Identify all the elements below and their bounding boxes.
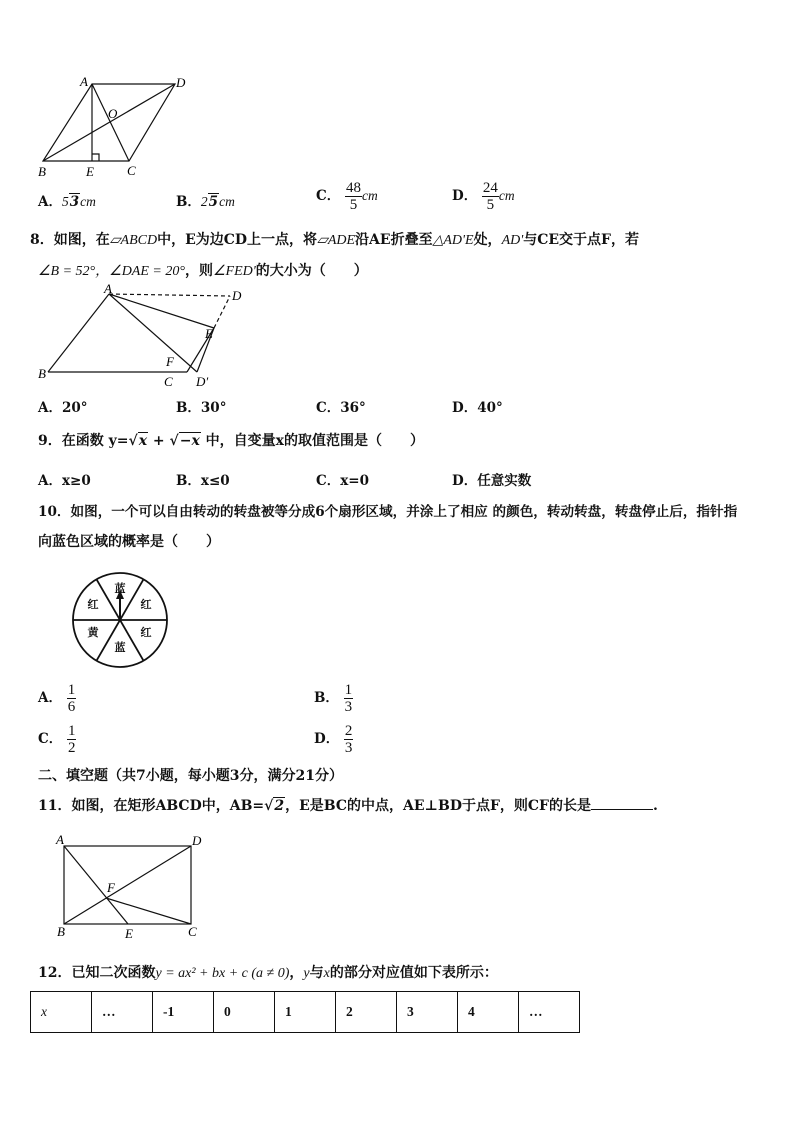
q8-option-b[interactable]: B．30°: [176, 400, 227, 416]
table-cell: 4: [458, 992, 519, 1033]
fig7-label-D: D: [176, 75, 186, 90]
q7-option-a[interactable]: A．53cm: [38, 194, 96, 210]
fig11-label-E: E: [125, 926, 133, 941]
q9-stem: 9．在函数 y=√x + √−x 中，自变量x的取值范围是（ ）: [38, 433, 425, 449]
q8-stem-line1: 8．如图，在▱ABCD中，E为边CD上一点，将▱ADE沿AE折叠至△AD'E处，AD'与CE交于点F，若: [30, 232, 639, 248]
table-cell: 0: [214, 992, 275, 1033]
fig8-label-D: D: [232, 288, 242, 303]
sector-top-label: 蓝: [114, 582, 126, 595]
q8-option-d[interactable]: D．40°: [452, 400, 503, 416]
q10-b-fraction: $\frac{1}{3}$: [344, 682, 353, 715]
fig11-label-A: A: [56, 832, 64, 847]
q10-d-fraction: $\frac{2}{3}$: [344, 723, 353, 756]
fig7-label-C: C: [127, 163, 136, 178]
q10-a-fraction: $\frac{1}{6}$: [67, 682, 76, 715]
q12-value-table: [30, 991, 580, 1033]
sector-top-left-label: 红: [87, 598, 99, 611]
q9-option-c[interactable]: C．x=0: [316, 473, 369, 489]
q9-option-b[interactable]: B．x≤0: [176, 473, 230, 489]
q11-stem: 11．如图，在矩形ABCD中，AB=√2，E是BC的中点，AE⊥BD于点F，则CF的长是 .: [38, 798, 658, 814]
section-heading-fill-in: 二、填空题（共7小题，每小题3分，满分21分）: [38, 768, 343, 784]
table-cell: 1: [275, 992, 336, 1033]
fig11-label-D: D: [192, 833, 202, 848]
table-cell: 3: [397, 992, 458, 1033]
sector-bottom-label: 蓝: [114, 641, 126, 654]
q10-c-fraction: $\frac{1}{2}$: [67, 723, 76, 756]
q8-parallelogram-figure: [34, 280, 264, 390]
fig8-label-A: A: [104, 281, 112, 296]
q10-option-d[interactable]: D． $\frac{2}{3}$: [314, 723, 353, 756]
q8-option-c[interactable]: C．36°: [316, 400, 366, 416]
q8-stem-line2: ∠B = 52°，∠DAE = 20°，则∠FED'的大小为（ ）: [38, 263, 368, 279]
fig11-label-F: F: [107, 880, 115, 895]
fig7-label-E: E: [86, 164, 94, 179]
q8-option-a[interactable]: A．20°: [38, 400, 88, 416]
q12-stem: 12．已知二次函数y = ax² + bx + c (a ≠ 0)，y与x的部分对应值如下表所示：: [38, 965, 498, 981]
q7-rhombus-figure: [30, 72, 200, 182]
table-cell: -1: [153, 992, 214, 1033]
fig11-label-B: B: [57, 924, 65, 939]
fig7-label-O: O: [108, 106, 118, 121]
q7-c-fraction: $\frac{48}{5}$: [345, 180, 361, 213]
sector-bottom-left-label: 黄: [87, 626, 99, 639]
q10-option-c[interactable]: C． $\frac{1}{2}$: [38, 723, 76, 756]
q7-option-c[interactable]: C． $\frac{48}{5}$ cm: [316, 180, 378, 213]
q9-option-d[interactable]: D．任意实数: [452, 473, 532, 489]
sector-top-right-label: 红: [140, 598, 152, 611]
q11-rectangle-figure: [52, 830, 212, 942]
fig7-label-B: B: [38, 164, 46, 179]
fig8-label-B: B: [38, 366, 46, 381]
table-cell: x: [31, 992, 92, 1033]
table-row: [31, 992, 580, 1033]
fig8-label-E: E: [205, 326, 213, 341]
fig7-label-A: A: [80, 74, 88, 89]
fig8-label-Dprime: D′: [196, 374, 209, 389]
q7-option-b[interactable]: B．25cm: [176, 194, 235, 210]
fig8-label-F: F: [166, 354, 174, 369]
table-cell: …: [92, 992, 153, 1033]
q10-stem-line2: 向蓝色区域的概率是（ ）: [38, 534, 220, 550]
fig8-label-C: C: [164, 374, 173, 389]
q11-answer-blank[interactable]: [591, 797, 653, 810]
table-cell: 2: [336, 992, 397, 1033]
q10-stem-line1: 10．如图，一个可以自由转动的转盘被等分成6个扇形区域，并涂上了相应 的颜色，转动转盘，转盘停止后，指针指: [38, 504, 738, 520]
q9-option-a[interactable]: A．x≥0: [38, 473, 91, 489]
q7-d-fraction: $\frac{24}{5}$: [482, 180, 498, 213]
q10-option-b[interactable]: B． $\frac{1}{3}$: [314, 682, 353, 715]
fig11-label-C: C: [188, 924, 197, 939]
q10-spinner-figure: [66, 570, 174, 670]
sector-bottom-right-label: 红: [140, 626, 152, 639]
table-cell: …: [519, 992, 580, 1033]
q10-option-a[interactable]: A． $\frac{1}{6}$: [38, 682, 76, 715]
q7-option-d[interactable]: D． $\frac{24}{5}$ cm: [452, 180, 515, 213]
